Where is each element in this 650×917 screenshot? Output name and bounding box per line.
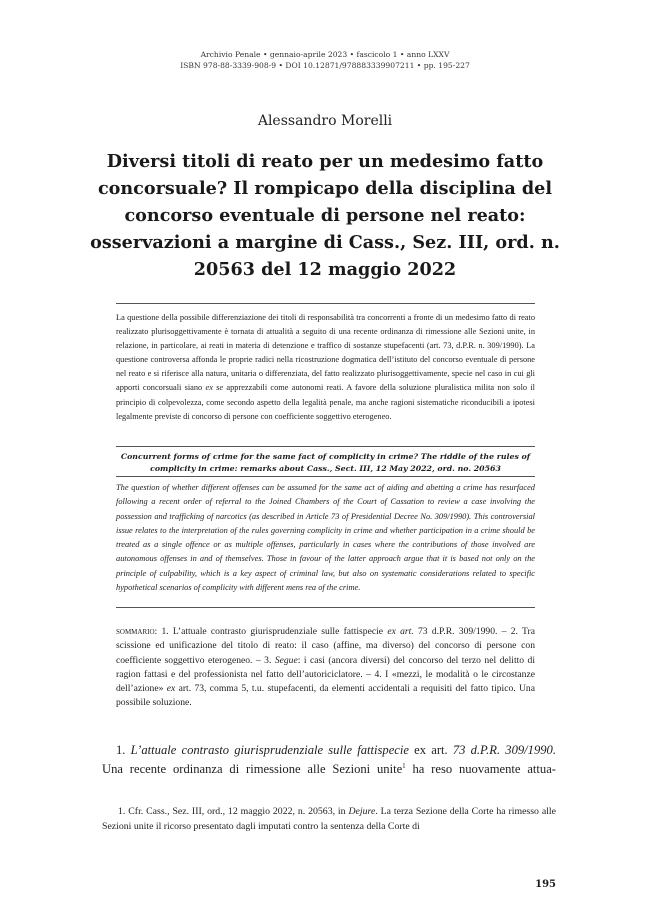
footnote-reference[interactable]: 1 xyxy=(402,761,406,770)
abstract-bottom-rule xyxy=(116,607,535,608)
sommario-p1: : 1. L’attuale contrasto giurisprudenziale sulle fattispecie xyxy=(154,626,384,637)
footnote-text-b: . La terza Sezione della Corte ha rimesso alle Sezioni unite il ricorso presentato dagli imputati contro la sentenza della Corte di xyxy=(102,806,556,832)
page-number: 195 xyxy=(535,879,556,890)
english-title: Concurrent forms of crime for the same fact of complicity in crime? The riddle of the rules of complicity in crime: remarks about Cass., Sect. III, 12 May 2022, ord. no. 20563 xyxy=(120,452,531,473)
footnote-source: Dejure xyxy=(348,806,376,817)
article-title: Diversi titoli di reato per un medesimo fatto concorsuale? Il rompicapo della disciplina del concorso eventuale di persone nel reato: osservazioni a margine di Cass., Sez. III, ord. n. 20563 del 12 maggio 2022 xyxy=(90,151,560,280)
section-1-heading-ex: ex art. xyxy=(414,743,448,757)
abstract-it-part1: La questione della possibile differenziazione dei titoli di responsabilità tra concorrenti a fronte di un medesimo fatto di reato realizzato plurisoggettivamente è tornata di attualità a seguito di una recente ordinanza di rimessione alle Sezioni unite, in relazione, in particolare, ai reati in materia di detenzione e traffico di sostanze stupefacenti (art. 73, d.P.R. n. 309/1990). La questione controversa affonda le proprie radici nella ricostruzione dogmatica dell’istituto del concorso eventuale di persone nel reato e si riferisce alla natura, unitaria o differenziata, del fatto realizzato plurisoggettivamente, specie nel caso in cui gli apporti concorsuali siano xyxy=(116,313,535,393)
section-1-text-a: Una recente ordinanza di rimessione alle Sezioni unite xyxy=(102,762,403,776)
footnote-number: 1. xyxy=(118,806,126,817)
author-name: Alessandro Morelli xyxy=(257,113,393,129)
sommario-p4: art. 73, comma 5, t.u. stupefacenti, da elementi accidentali a requisiti del fatto tipico. Una possibile soluzione. xyxy=(116,683,535,709)
isbn-line: ISBN 978-88-3339-908-9 • DOI 10.12871/978883339907211 • pp. 195-227 xyxy=(180,61,470,70)
section-1-number: 1. xyxy=(116,743,126,757)
section-1-text-b: ha reso nuovamente attua- xyxy=(412,762,556,776)
journal-line: Archivio Penale • gennaio-aprile 2023 • fascicolo 1 • anno LXXV xyxy=(200,50,450,59)
sommario-segue: Segue xyxy=(274,654,298,666)
abstract-english: The question of whether different offenses can be assumed for the same act of aiding and abetting a crime has resurfaced following a recent order of referral to the Joined Chambers of the Court of Cassation to review a case involving the possession and trafficking of narcotics (as described in Article 73 of Presidential Decree No. 309/1990). This controversial issue relates to the interpretation of the rules governing complicity in crime and whether participation in a crime should be treated as a single offence or as multiple offenses, particularly in cases where the contributions of those involved are autonomous offenses in and of themselves. Those in favour of the latter approach argue that it is based not only on the principle of culpability, which is a key aspect of criminal law, but also on systematic considerations related to specific hypothetical scenarios of complicity with different mens rea of the crime. xyxy=(116,483,535,593)
abstract-it-ex-se: ex se xyxy=(205,383,224,393)
section-1-heading-b: 73 d.P.R. 309/1990. xyxy=(452,743,557,757)
abstract-it-part2: apprezzabili come autonomi reati. A favore della soluzione pluralistica milita non solo il principio di colpevolezza, come secondo aspetto della legalità penale, ma anche ragioni sistematiche riconducibili a ipotesi legalmente previste di concorso di persone con coefficiente soggettivo eterogeneo. xyxy=(116,383,535,421)
sommario-p2: 73 d.P.R. 309/1990. – 2. Tra scissione ed unificazione del titolo di reato: il caso (affine, ma diverso) del concorso di persone con coefficiente soggettivo eterogeneo. – 3. xyxy=(116,626,536,666)
abstract-top-rule xyxy=(116,303,535,304)
sommario-summary xyxy=(116,625,535,711)
sommario-label: sommario xyxy=(116,626,155,637)
footnote-1 xyxy=(102,804,556,834)
sommario-p3: : i casi (ancora diversi) del concorso del terzo nel delitto di ragion fattasi e del professionista nel fatto dell’autoriciclatore. – 4. I «mezzi, le modalità o le circostanze dell’azione» xyxy=(116,654,535,695)
section-1-paragraph xyxy=(102,741,556,779)
english-title-rule xyxy=(116,476,535,477)
abstract-italian xyxy=(116,311,535,424)
abstract-middle-rule xyxy=(116,446,535,447)
footnote-text-a: Cfr. Cass., Sez. III, ord., 12 maggio 2022, n. 20563, in xyxy=(128,806,346,817)
journal-header xyxy=(0,49,650,71)
sommario-ex-art: ex art. xyxy=(387,626,414,637)
sommario-ex: ex xyxy=(166,683,176,695)
section-1-heading-a: L’attuale contrasto giurisprudenziale sulle fattispecie xyxy=(130,743,409,757)
